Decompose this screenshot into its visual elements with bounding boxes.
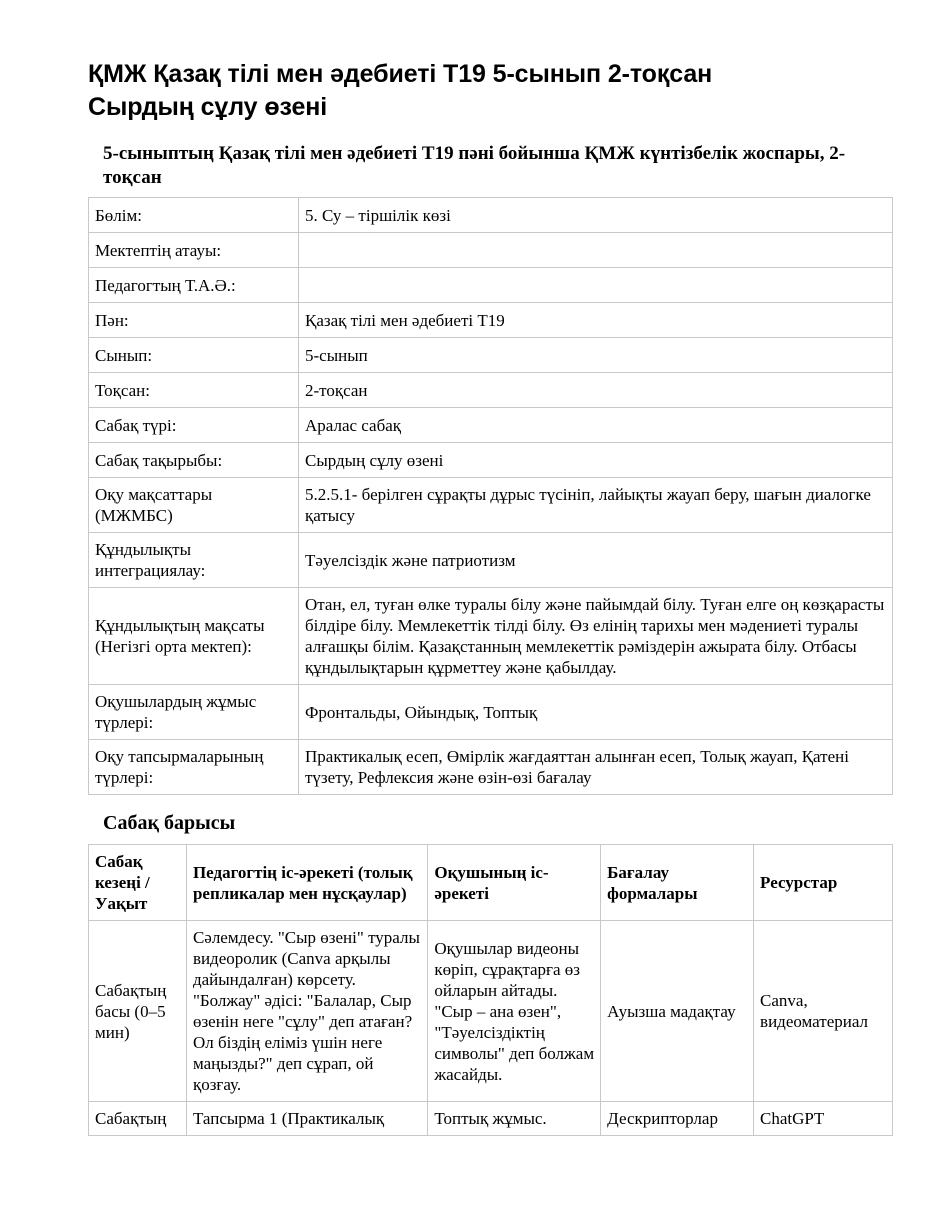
document-page [88, 58, 893, 1136]
header-stage: Сабақ кезеңі / Уақыт [89, 845, 187, 921]
info-row [89, 740, 893, 795]
lesson-table [88, 844, 893, 1136]
info-row [89, 685, 893, 740]
info-key: Сабақ түрі: [89, 408, 299, 443]
lesson-section-heading: Сабақ барысы [103, 812, 236, 834]
header-student-activity: Оқушының іс-әрекеті [428, 845, 601, 921]
info-key: Мектептің атауы: [89, 233, 299, 268]
info-value: Аралас сабақ [299, 408, 893, 443]
info-key: Оқу тапсырмаларының түрлері: [89, 740, 299, 795]
info-key: Сабақ тақырыбы: [89, 443, 299, 478]
info-row [89, 408, 893, 443]
lesson-table-body [89, 921, 893, 1136]
header-teacher-activity: Педагогтің іс-әрекеті (толық репликалар мен нұсқаулар) [186, 845, 427, 921]
info-value: Отан, ел, туған өлке туралы білу және пайымдай білу. Туған елге оң көзқарасты білдіре білу. Мемлекеттік тілді білу. Өз елінің тарихы мен мәдениеті туралы алғашқы білім. Қазақстанның мемлекеттік рәміздерін ажырата білу. Отбасы құндылықтарын құрметтеу және қабылдау. [299, 588, 893, 685]
student-activity-cell: Оқушылар видеоны көріп, сұрақтарға өз ойларын айтады. "Сыр – ана өзен", "Тәуелсіздіктің символы" деп болжам жасайды. [428, 921, 601, 1102]
info-key: Тоқсан: [89, 373, 299, 408]
info-key: Сынып: [89, 338, 299, 373]
info-value [299, 268, 893, 303]
resources-cell: Canva, видеоматериал [754, 921, 893, 1102]
info-row [89, 198, 893, 233]
teacher-activity-cell: Сәлемдесу. "Сыр өзені" туралы видеоролик (Canva арқылы дайындалған) көрсету. "Болжау" әдісі: "Балалар, Сыр өзенін неге "сұлу" деп атаған? Ол біздің еліміз үшін неге маңызды?" деп сұрап, ой қозғау. [186, 921, 427, 1102]
info-value: Фронтальды, Ойындық, Топтық [299, 685, 893, 740]
title-line-1: ҚМЖ Қазақ тілі мен әдебиеті Т19 5-сынып 2-тоқсан [88, 60, 713, 88]
header-assessment: Бағалау формалары [601, 845, 754, 921]
title-line-2: Сырдың сұлу өзені [88, 93, 328, 121]
info-value: Қазақ тілі мен әдебиеті Т19 [299, 303, 893, 338]
info-key: Оқу мақсаттары (МЖМБС) [89, 478, 299, 533]
info-key: Педагогтың Т.А.Ә.: [89, 268, 299, 303]
info-row [89, 233, 893, 268]
info-row [89, 533, 893, 588]
info-value: 5.2.5.1- берілген сұрақты дұрыс түсініп, лайықты жауап беру, шағын диалогке қатысу [299, 478, 893, 533]
info-value [299, 233, 893, 268]
lesson-table-header-row [89, 845, 893, 921]
lesson-row [89, 1102, 893, 1136]
info-key: Пән: [89, 303, 299, 338]
teacher-activity-cell: Тапсырма 1 (Практикалық [186, 1102, 427, 1136]
info-key: Бөлім: [89, 198, 299, 233]
info-value: 5. Су – тіршілік көзі [299, 198, 893, 233]
resources-cell: ChatGPT [754, 1102, 893, 1136]
info-value: Тәуелсіздік және патриотизм [299, 533, 893, 588]
assessment-form-cell: Дескрипторлар [601, 1102, 754, 1136]
info-row [89, 268, 893, 303]
info-row [89, 338, 893, 373]
info-row [89, 303, 893, 338]
info-row [89, 478, 893, 533]
info-table [88, 197, 893, 795]
document-title [88, 58, 893, 124]
lesson-stage-cell: Сабақтың [89, 1102, 187, 1136]
student-activity-cell: Топтық жұмыс. [428, 1102, 601, 1136]
info-row [89, 373, 893, 408]
info-key: Құндылықтың мақсаты (Негізгі орта мектеп): [89, 588, 299, 685]
header-resources: Ресурстар [754, 845, 893, 921]
info-value: Сырдың сұлу өзені [299, 443, 893, 478]
info-value: Практикалық есеп, Өмірлік жағдаяттан алынған есеп, Толық жауап, Қатені түзету, Рефлексия және өзін-өзі бағалау [299, 740, 893, 795]
info-row [89, 588, 893, 685]
info-key: Оқушылардың жұмыс түрлері: [89, 685, 299, 740]
info-key: Құндылықты интеграциялау: [89, 533, 299, 588]
info-row [89, 443, 893, 478]
lesson-stage-cell: Сабақтың басы (0–5 мин) [89, 921, 187, 1102]
assessment-form-cell: Ауызша мадақтау [601, 921, 754, 1102]
info-table-body [89, 198, 893, 795]
info-value: 5-сынып [299, 338, 893, 373]
lesson-row [89, 921, 893, 1102]
plan-subtitle: 5-сыныптың Қазақ тілі мен әдебиеті Т19 пәні бойынша ҚМЖ күнтізбелік жоспары, 2-тоқсан [103, 143, 846, 188]
info-value: 2-тоқсан [299, 373, 893, 408]
